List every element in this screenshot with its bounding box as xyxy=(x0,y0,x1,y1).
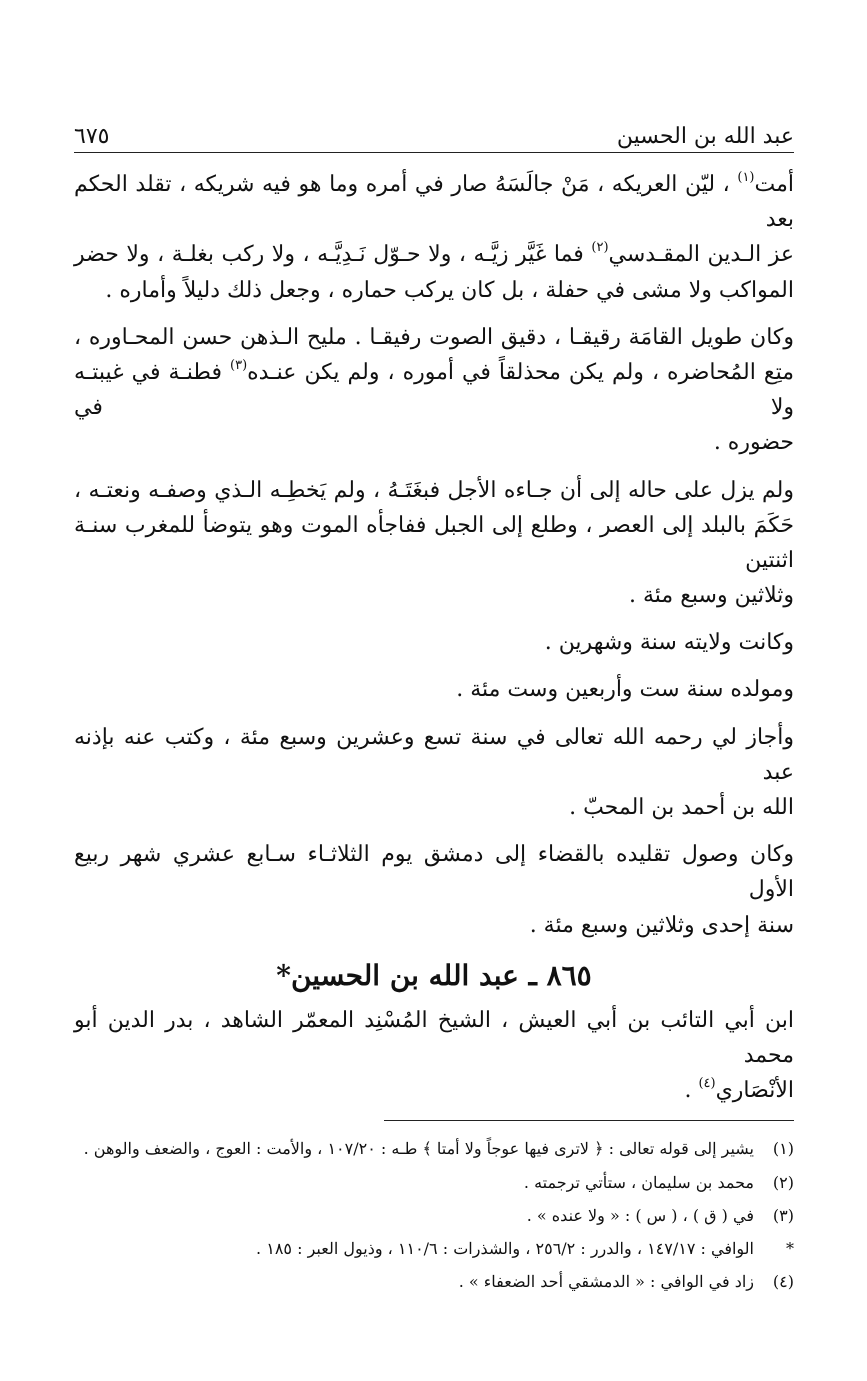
paragraph-4 xyxy=(74,625,794,660)
page-number: ٦٧٥ xyxy=(74,124,110,149)
footnotes xyxy=(74,1135,794,1295)
text-line: وأجاز لي رحمه الله تعالى في سنة تسع وعشرين وسبع مئة ، وكتب عنه بإذنه عبد xyxy=(74,724,794,785)
main-text xyxy=(74,167,794,1108)
paragraph-7 xyxy=(74,837,794,943)
footnote-text: في ( ق ) ، ( س ) : « ولا عنده » . xyxy=(526,1205,754,1225)
footnote-ref-3: (٣) xyxy=(230,357,248,373)
text-line: متِع المُحاضره ، ولم يكن محذلقاً في أموره ، ولم يكن عنـده$^{(٣)}$ فطنـة في غيبتـه ولا في xyxy=(74,357,794,421)
footnote-number: * xyxy=(786,1238,794,1258)
text-line: أمت$^{(١)}$ ، ليّن العريكه ، مَنْ جالَسَهُ صار في أمره وما هو فيه شريكه ، تقلد الحكم بعد xyxy=(74,170,794,233)
entry-heading: ٨٦٥ ـ عبد الله بن الحسين* xyxy=(276,958,592,992)
text-line: وكان طويل القامَة رقيقـا ، دقيق الصوت رفيقـا . مليح الـذهن حسن المحـاوره ، xyxy=(74,324,794,350)
text-line: حضوره . xyxy=(713,430,794,456)
paragraph-6 xyxy=(74,720,794,826)
entry-paragraph xyxy=(74,1003,794,1109)
header-rule xyxy=(74,152,794,153)
text-line: المواكب ولا مشى في حفلة ، بل كان يركب حماره ، وجعل ذلك دليلاً وأماره . xyxy=(105,277,794,303)
footnote-number: (٤) xyxy=(772,1272,794,1292)
text-line: الله بن أحمد بن المحبّ . xyxy=(569,795,794,820)
text-line: الأنْصَاري$^{(٤)}$ . xyxy=(684,1076,794,1104)
text-line: ابن أبي التائب بن أبي العيش ، الشيخ المُسْنِد المعمّر الشاهد ، بدر الدين أبو محمد xyxy=(74,1007,794,1068)
text-line: وكان وصول تقليده بالقضاء إلى دمشق يوم الثلاثـاء سـابع عشري شهر ربيع الأول xyxy=(74,842,794,903)
paragraph-1 xyxy=(74,167,794,308)
footnote-item xyxy=(74,1202,794,1229)
footnote-ref-4: (٤) xyxy=(698,1076,716,1092)
text-line: سنة إحدى وثلاثين وسبع مئة . xyxy=(529,912,794,938)
footnote-number: (٢) xyxy=(772,1172,794,1192)
footnote-text: زاد في الوافي : « الدمشقي أحد الضعفاء » . xyxy=(458,1272,754,1292)
footnote-text: محمد بن سليمان ، ستأتي ترجمته . xyxy=(523,1172,754,1192)
footnote-ref-2: (٢) xyxy=(591,240,609,256)
footnote-item xyxy=(74,1169,794,1196)
footnote-item xyxy=(74,1268,794,1295)
footnote-text: الوافي : ١٤٧/١٧ ، والدرر : ٢٥٦/٢ ، والشذرات : ١١٠/٦ ، وذيول العبر : ١٨٥ . xyxy=(256,1238,754,1258)
paragraph-5 xyxy=(74,672,794,707)
book-page xyxy=(74,108,794,1301)
paragraph-3 xyxy=(74,473,794,614)
footnote-rule xyxy=(384,1120,794,1121)
text-line: ومولده سنة ست وأربعين وست مئة . xyxy=(456,677,794,703)
paragraph-2 xyxy=(74,320,794,461)
footnote-text: يشير إلى قوله تعالى : ﴿ لاترى فيها عوجاً ولا أمتا ﴾ طـه : ١٠٧/٢٠ ، والأمت : العوج ، والضعف والوهن . xyxy=(83,1139,754,1159)
footnote-item xyxy=(74,1235,794,1262)
text-line: وكانت ولايته سنة وشهرين . xyxy=(544,630,794,656)
text-line: وثلاثين وسبع مئة . xyxy=(629,583,794,609)
running-header xyxy=(74,108,794,152)
footnote-item xyxy=(74,1135,794,1162)
text-line: ولم يزل على حاله إلى أن جـاءه الأجل فبغَتَـهُ ، ولم يَخطِـه الـذي وصفـه ونعتـه ، xyxy=(74,477,794,503)
text-line: حَكَمَ بالبلد إلى العصر ، وطلع إلى الجبل ففاجأه الموت وهو يتوضأ للمغرب سنـة اثنتين xyxy=(74,512,794,573)
footnote-number: (٣) xyxy=(772,1205,794,1225)
footnote-ref-1: (١) xyxy=(737,170,755,185)
text-line: عز الـدين المقـدسي$^{(٢)}$ فما غَيَّر زيَّـه ، ولا حـوّل نَـدِيَّـه ، ولا ركب بغلـة ، ولا حضر xyxy=(74,240,795,268)
running-title: عبد الله بن الحسين xyxy=(616,124,794,149)
footnote-number: (١) xyxy=(772,1139,794,1159)
